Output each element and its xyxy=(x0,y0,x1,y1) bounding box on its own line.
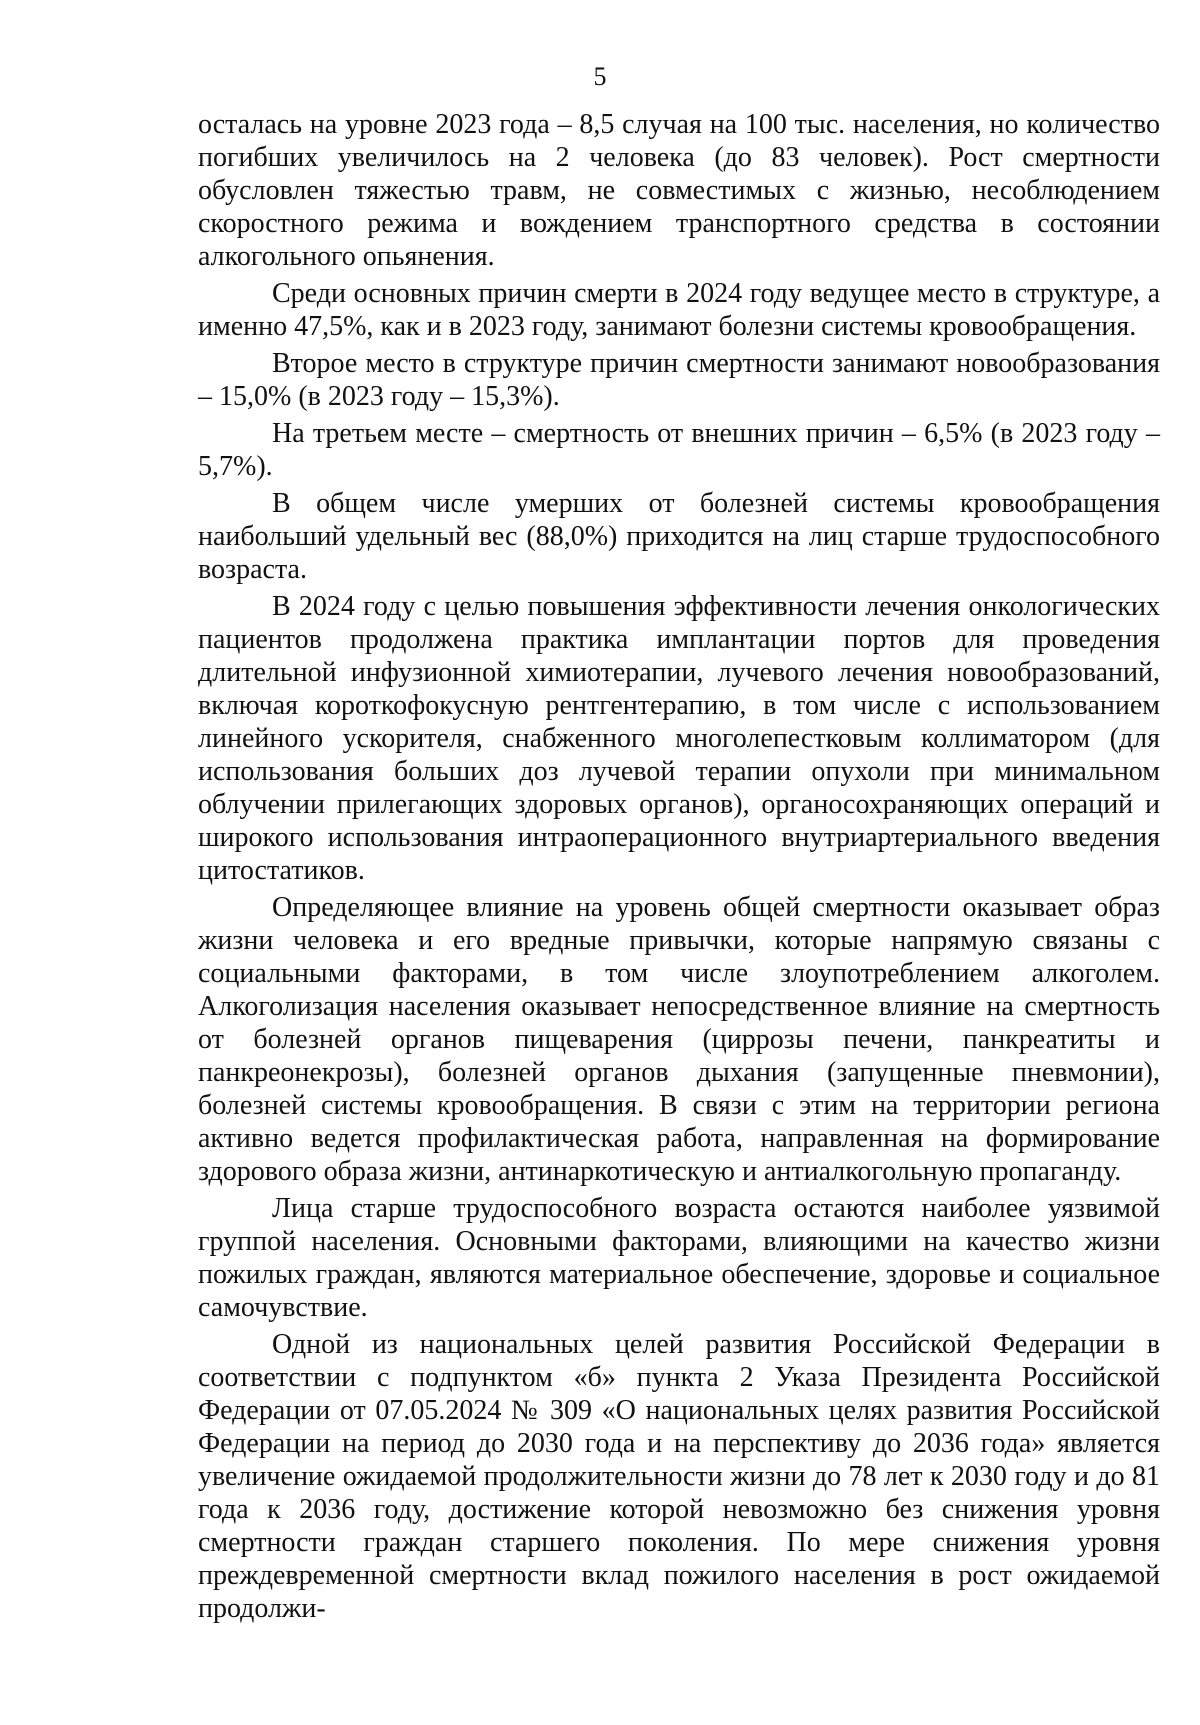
body-text xyxy=(198,108,1160,1629)
paragraph-road-accident-mortality: осталась на уровне 2023 года – 8,5 случая на 100 тыс. населения, но количество погибших увеличилось на 2 человека (до 83 человек). Рост смертности обусловлен тяжестью травм, не совместимых с жизнью, несоблюдением скоростного режима и вождением транспортного средства в состоянии алкогольного опьянения. xyxy=(198,109,1160,272)
paragraph-elderly-vulnerability: Лица старше трудоспособного возраста остаются наиболее уязвимой группой населения. Основными факторами, влияющими на качество жизни пожилых граждан, являются материальное обеспечение, здоровье и социальное самочувствие. xyxy=(198,1193,1160,1323)
paragraph-circulatory-share: В общем числе умерших от болезней системы кровообращения наибольший удельный вес (88,0%) приходится на лиц старше трудоспособного возраста. xyxy=(198,488,1160,585)
page-number: 5 xyxy=(593,62,607,91)
paragraph-third-place: На третьем месте – смертность от внешних причин – 6,5% (в 2023 году – 5,7%). xyxy=(198,418,1160,482)
paragraph-lifestyle-factors: Определяющее влияние на уровень общей смертности оказывает образ жизни человека и его вредные привычки, которые напрямую связаны с социальными факторами, в том числе злоупотреблением алкоголем. Алкоголизация населения оказывает непосредственное влияние на смертность от болезней органов пищеварения (циррозы печени, панкреатиты и панкреонекрозы), болезней органов дыхания (запущенные пневмонии), болезней системы кровообращения. В связи с этим на территории региона активно ведется профилактическая работа, направленная на формирование здорового образа жизни, антинаркотическую и антиалкогольную пропаганду. xyxy=(198,892,1160,1187)
paragraph-second-place: Второе место в структуре причин смертности занимают новообразования – 15,0% (в 2023 году – 15,3%). xyxy=(198,348,1160,412)
paragraph-oncology-treatment: В 2024 году с целью повышения эффективности лечения онкологических пациентов продолжена практика имплантации портов для проведения длительной инфузионной химиотерапии, лучевого лечения новообразований, включая короткофокусную рентгентерапию, в том числе с использованием линейного ускорителя, снабженного многолепестковым коллиматором (для использования больших доз лучевой терапии опухоли при минимальном облучении прилегающих здоровых органов), органосохраняющих операций и широкого использования интраоперационного внутриартериального введения цитостатиков. xyxy=(198,591,1160,886)
paragraph-leading-causes: Среди основных причин смерти в 2024 году ведущее место в структуре, а именно 47,5%, как и в 2023 году, занимают болезни системы кровообращения. xyxy=(198,278,1160,342)
paragraph-national-goals: Одной из национальных целей развития Российской Федерации в соответствии с подпунктом «б» пункта 2 Указа Президента Российской Федерации от 07.05.2024 № 309 «О национальных целях развития Российской Федерации на период до 2030 года и на перспективу до 2036 года» является увеличение ожидаемой продолжительности жизни до 78 лет к 2030 году и до 81 года к 2036 году, достижение которой невозможно без снижения уровня смертности граждан старшего поколения. По мере снижения уровня преждевременной смертности вклад пожилого населения в рост ожидаемой продолжи- xyxy=(198,1329,1160,1624)
